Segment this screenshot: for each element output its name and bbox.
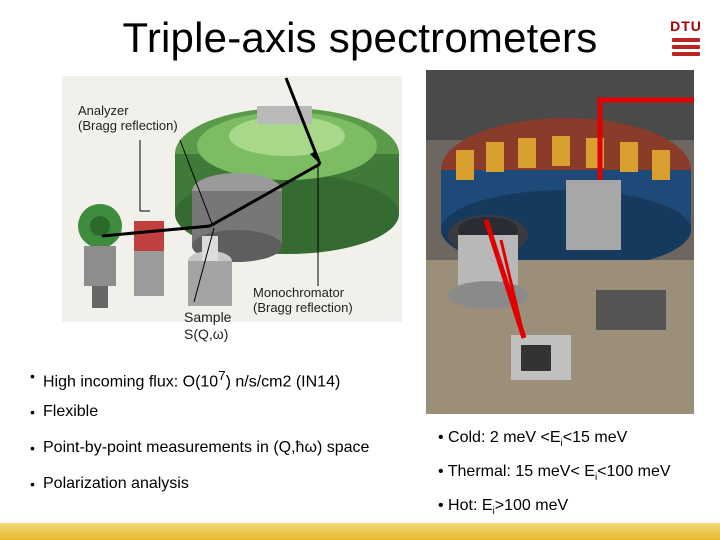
feature-list	[30, 366, 420, 510]
analyzer-label-line1: Analyzer	[78, 103, 129, 118]
monochromator-label-line1: Monochromator	[253, 285, 345, 300]
list-item: • Polarization analysis	[30, 475, 189, 492]
thermal-energy-range: • Thermal: 15 $meV< E_i<100$ meV	[438, 463, 671, 484]
sample-label-line1: Sample	[184, 309, 232, 325]
footer-bar	[0, 523, 720, 540]
monochromator-label-line2: (Bragg reflection)	[253, 300, 353, 315]
polarization-bullet: Polarization analysis	[43, 475, 189, 492]
sample-label	[184, 309, 231, 343]
point-measurement-bullet: Point-by-point measurements in (Q,ħω) space	[43, 439, 370, 456]
slide-title: Triple-axis spectrometers	[122, 14, 598, 61]
analyzer-label	[78, 103, 178, 133]
flexible-bullet: Flexible	[43, 403, 99, 420]
instrument-photo	[426, 70, 694, 414]
sample-label-line2: S(Q,ω)	[184, 326, 229, 342]
cold-energy-range: • Cold: 2 meV $<E_i<15$ meV	[438, 429, 628, 450]
dtu-logo-text: DTU	[670, 18, 702, 34]
list-item: • High incoming flux: $O(10^7)$ n/s/cm2 (IN14)	[30, 368, 341, 391]
monochromator-label	[253, 285, 353, 315]
dtu-logo-icon	[668, 38, 704, 56]
analyzer-label-line2: (Bragg reflection)	[78, 118, 178, 133]
list-item: • Point-by-point measurements in (Q,ħω) space	[30, 439, 370, 456]
dtu-logo	[668, 18, 704, 62]
list-item: • Flexible	[30, 403, 99, 420]
hot-energy-range: • Hot: $E_i>100$ meV	[438, 497, 569, 518]
energy-ranges	[438, 428, 718, 530]
flux-bullet: High incoming flux: $O(10^7)$ n/s/cm2 (IN14)	[43, 368, 341, 391]
